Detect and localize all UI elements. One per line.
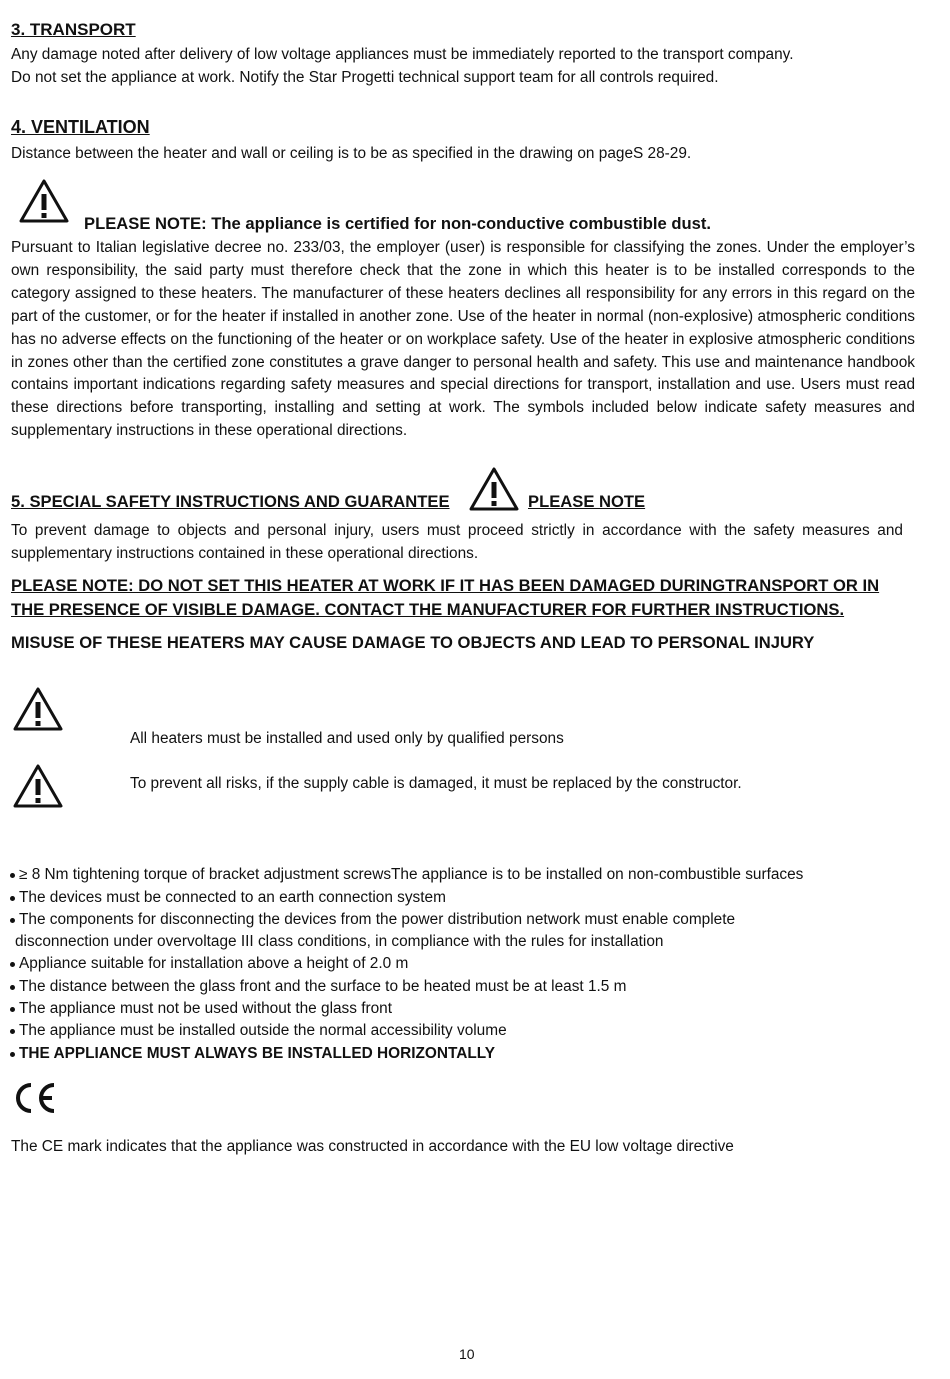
list-item: ≥ 8 Nm tightening torque of bracket adjustment screwsThe appliance is to be installed on non-combustible surfaces [10, 864, 803, 886]
ventilation-text: Distance between the heater and wall or ceiling is to be as specified in the drawing on pageS 28-29. [11, 145, 692, 162]
ce-text: The CE mark indicates that the appliance was constructed in accordance with the EU low voltage directive [11, 1138, 734, 1155]
ce-mark-icon [12, 1080, 58, 1116]
ventilation-paragraph: Pursuant to Italian legislative decree no. 233/03, the employer (user) is responsible for classifying the zones. Under the employer’s own responsibility, the said party must therefore check that the zone in which this heater is to be installed corresponds to the category assigned to these heaters. The manufacturer of these heaters declines all responsibility for any errors in this regard on the part of the customer, or for the heater if installed in another zone. Use of the heater in normal (non-explosive) atmospheric conditions has no adverse effects on the functioning of the heater or on workplace safety. Use of the heater in explosive atmospheric conditions in zones other than the certified zone constitutes a grave danger to personal health and safety. This use and maintenance handbook contains important indications regarding safety measures and special directions for transport, installation and use. Users must read these directions before transporting, installing and setting at work. The symbols included below indicate safety measures and supplementary instructions in these operational directions. [11, 239, 915, 440]
safety-item-2: To prevent all risks, if the supply cable is damaged, it must be replaced by the constructor. [130, 775, 742, 792]
page-number: 10 [459, 1346, 475, 1362]
list-item: Appliance suitable for installation above a height of 2.0 m [10, 953, 408, 975]
transport-line-1: Any damage noted after delivery of low voltage appliances must be immediately reported to the transport company. [11, 46, 794, 63]
list-item: The distance between the glass front and the surface to be heated must be at least 1.5 m [10, 976, 626, 998]
bullet-icon [10, 918, 15, 923]
ventilation-note: PLEASE NOTE: The appliance is certified for non-conductive combustible dust. [84, 214, 711, 233]
transport-heading: 3. TRANSPORT [11, 20, 136, 39]
safety-paragraph: To prevent damage to objects and personal injury, users must proceed strictly in accordance with the safety measures and supplementary instructions contained in these operational directions. [11, 522, 903, 562]
safety-misuse: MISUSE OF THESE HEATERS MAY CAUSE DAMAGE TO OBJECTS AND LEAD TO PERSONAL INJURY [11, 633, 815, 652]
list-item: The components for disconnecting the devices from the power distribution network must enable complete [10, 909, 735, 931]
safety-please-note: PLEASE NOTE [528, 492, 646, 511]
warning-triangle-icon [468, 466, 520, 512]
ventilation-heading: 4. VENTILATION [11, 117, 150, 137]
bullet-icon [10, 1007, 15, 1012]
bullet-icon [10, 962, 15, 967]
list-item: THE APPLIANCE MUST ALWAYS BE INSTALLED HORIZONTALLY [10, 1043, 495, 1065]
list-item: The appliance must be installed outside the normal accessibility volume [10, 1020, 507, 1042]
warning-triangle-icon [12, 686, 64, 732]
warning-triangle-icon [12, 763, 64, 809]
list-item-continuation: disconnection under overvoltage III class conditions, in compliance with the rules for installation [15, 933, 664, 950]
bullet-icon [10, 985, 15, 990]
safety-warning: PLEASE NOTE: DO NOT SET THIS HEATER AT WORK IF IT HAS BEEN DAMAGED DURINGTRANSPORT OR IN THE PRESENCE OF VISIBLE DAMAGE. CONTACT THE MANUFACTURER FOR FURTHER INSTRUCTIONS. [11, 576, 880, 619]
safety-heading: 5. SPECIAL SAFETY INSTRUCTIONS AND GUARANTEE [11, 492, 450, 511]
bullet-icon [10, 896, 15, 901]
list-item: The devices must be connected to an earth connection system [10, 887, 446, 909]
bullet-icon [10, 1029, 15, 1034]
list-item: The appliance must not be used without the glass front [10, 998, 392, 1020]
bullet-icon [10, 1052, 15, 1057]
warning-triangle-icon [18, 178, 70, 224]
transport-line-2: Do not set the appliance at work. Notify the Star Progetti technical support team for all controls required. [11, 69, 719, 86]
bullet-icon [10, 873, 15, 878]
safety-item-1: All heaters must be installed and used only by qualified persons [130, 730, 564, 747]
